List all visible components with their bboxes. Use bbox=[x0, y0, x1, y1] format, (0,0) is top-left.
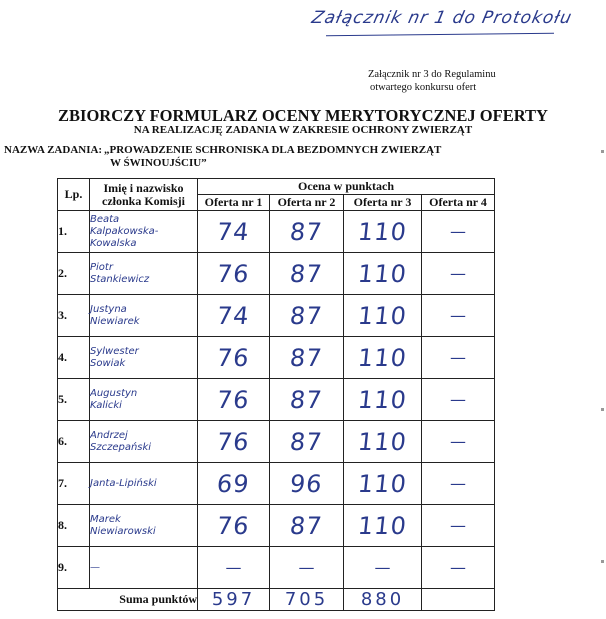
score-value: 110 bbox=[356, 217, 409, 246]
member-name-line-1: Marek bbox=[90, 513, 121, 525]
score-offer-4: — bbox=[422, 379, 495, 421]
table-row bbox=[58, 505, 495, 547]
header-member-name-line-2: członka Komisji bbox=[102, 193, 185, 208]
row-number: 7. bbox=[58, 463, 90, 505]
score-value: 87 bbox=[288, 301, 325, 330]
header-offer-2: Oferta nr 2 bbox=[270, 195, 344, 211]
score-offer-3: — bbox=[344, 547, 422, 589]
attachment-line-1: Załącznik nr 3 do Regulaminu bbox=[368, 69, 496, 80]
header-lp: Lp. bbox=[58, 179, 90, 211]
score-offer-4: — bbox=[422, 463, 495, 505]
sum-offer-2: 705 bbox=[270, 589, 344, 611]
score-offer-1 bbox=[198, 211, 270, 253]
annotation-underline bbox=[326, 33, 554, 36]
table-row bbox=[58, 253, 495, 295]
score-offer-4: — bbox=[422, 295, 495, 337]
task-name bbox=[104, 144, 441, 170]
scan-edge-mark bbox=[601, 560, 604, 563]
scan-edge-mark bbox=[601, 408, 604, 411]
header-member-name-line-1: Imię i nazwisko bbox=[103, 180, 184, 195]
header-offer-3: Oferta nr 3 bbox=[344, 195, 422, 211]
score-value: 74 bbox=[215, 301, 252, 330]
row-number: 9. bbox=[58, 547, 90, 589]
score-value: 87 bbox=[288, 343, 325, 372]
member-name-line-1: Janta-Lipiński bbox=[90, 477, 157, 489]
table-row bbox=[58, 211, 495, 253]
sum-offer-1: 597 bbox=[198, 589, 270, 611]
handwritten-annotation: Załącznik nr 1 do Protokołu bbox=[309, 8, 575, 28]
score-offer-2 bbox=[270, 463, 344, 505]
score-offer-2 bbox=[270, 505, 344, 547]
member-name-line-1: Beata bbox=[90, 213, 120, 225]
sum-offer-3: 880 bbox=[344, 589, 422, 611]
score-value: 96 bbox=[288, 469, 325, 498]
member-name bbox=[90, 211, 198, 253]
sum-label: Suma punktów bbox=[58, 589, 198, 611]
member-name bbox=[90, 253, 198, 295]
score-offer-4: — bbox=[422, 337, 495, 379]
member-name-line-2: Kalicki bbox=[90, 399, 122, 411]
score-value: 69 bbox=[215, 469, 252, 498]
header-offer-1: Oferta nr 1 bbox=[198, 195, 270, 211]
score-offer-3 bbox=[344, 337, 422, 379]
attachment-line-2: otwartego konkursu ofert bbox=[370, 82, 477, 93]
score-offer-1 bbox=[198, 337, 270, 379]
score-offer-3 bbox=[344, 253, 422, 295]
score-value: 110 bbox=[356, 427, 409, 456]
member-name-line-2: Niewiarowski bbox=[90, 525, 156, 537]
score-value: 74 bbox=[215, 217, 252, 246]
score-offer-3 bbox=[344, 463, 422, 505]
row-number: 5. bbox=[58, 379, 90, 421]
table-row bbox=[58, 421, 495, 463]
table-row bbox=[58, 379, 495, 421]
table-row bbox=[58, 295, 495, 337]
score-value: 87 bbox=[288, 217, 325, 246]
member-name-line-1: — bbox=[90, 561, 100, 573]
score-offer-4: — bbox=[422, 253, 495, 295]
score-offer-2 bbox=[270, 337, 344, 379]
score-offer-4: — bbox=[422, 505, 495, 547]
score-offer-3 bbox=[344, 295, 422, 337]
member-name-line-1: Andrzej bbox=[90, 429, 128, 441]
sum-row bbox=[58, 589, 495, 611]
score-offer-4: — bbox=[422, 421, 495, 463]
score-offer-1 bbox=[198, 253, 270, 295]
score-offer-2 bbox=[270, 379, 344, 421]
score-value: 76 bbox=[215, 385, 252, 414]
member-name bbox=[90, 295, 198, 337]
member-name bbox=[90, 337, 198, 379]
score-offer-2 bbox=[270, 421, 344, 463]
score-value: 110 bbox=[356, 385, 409, 414]
member-name bbox=[90, 463, 198, 505]
member-name-line-2: Szczepański bbox=[90, 441, 152, 453]
scan-edge-mark bbox=[601, 150, 604, 153]
member-name bbox=[90, 379, 198, 421]
member-name bbox=[90, 505, 198, 547]
member-name bbox=[90, 421, 198, 463]
score-offer-1: — bbox=[198, 547, 270, 589]
score-value: 76 bbox=[215, 511, 252, 540]
score-offer-3 bbox=[344, 379, 422, 421]
form-subtitle: NA REALIZACJĘ ZADANIA W ZAKRESIE OCHRONY ZWIERZĄT bbox=[133, 124, 473, 136]
table-row bbox=[58, 463, 495, 505]
member-name-line-2: Kalpakowska-Kowalska bbox=[90, 225, 159, 249]
member-name-line-1: Piotr bbox=[90, 261, 113, 273]
sum-offer-4 bbox=[422, 589, 495, 611]
member-name-line-1: Augustyn bbox=[90, 387, 138, 399]
score-offer-1 bbox=[198, 421, 270, 463]
score-value: 110 bbox=[356, 343, 409, 372]
row-number: 6. bbox=[58, 421, 90, 463]
score-offer-3 bbox=[344, 421, 422, 463]
member-name-line-2: Sowiak bbox=[90, 357, 126, 369]
score-offer-1 bbox=[198, 505, 270, 547]
row-number: 3. bbox=[58, 295, 90, 337]
member-name-line-1: Sylwester bbox=[90, 345, 139, 357]
member-name-line-1: Justyna bbox=[90, 303, 127, 315]
member-name-line-2: Stankiewicz bbox=[90, 273, 150, 285]
score-offer-4: — bbox=[422, 211, 495, 253]
row-number: 2. bbox=[58, 253, 90, 295]
score-offer-1 bbox=[198, 379, 270, 421]
header-offer-4: Oferta nr 4 bbox=[422, 195, 495, 211]
evaluation-table bbox=[57, 178, 495, 611]
task-name-line-2: W ŚWINOUJŚCIU” bbox=[110, 157, 207, 169]
row-number: 8. bbox=[58, 505, 90, 547]
member-name-line-2: Niewiarek bbox=[90, 315, 140, 327]
score-offer-1 bbox=[198, 295, 270, 337]
task-label: NAZWA ZADANIA: bbox=[4, 144, 103, 156]
score-value: 76 bbox=[215, 427, 252, 456]
score-value: 87 bbox=[288, 511, 325, 540]
table-row bbox=[58, 547, 495, 589]
score-offer-2 bbox=[270, 295, 344, 337]
score-offer-2 bbox=[270, 211, 344, 253]
score-value: 87 bbox=[288, 259, 325, 288]
score-value: 110 bbox=[356, 301, 409, 330]
score-value: 110 bbox=[356, 469, 409, 498]
score-offer-4: — bbox=[422, 547, 495, 589]
score-value: 76 bbox=[215, 343, 252, 372]
row-number: 4. bbox=[58, 337, 90, 379]
score-value: 110 bbox=[356, 259, 409, 288]
score-offer-3 bbox=[344, 505, 422, 547]
form-title: ZBIORCZY FORMULARZ OCENY MERYTORYCZNEJ OFERTY bbox=[58, 106, 548, 125]
member-name bbox=[90, 547, 198, 589]
score-value: 110 bbox=[356, 511, 409, 540]
score-offer-1 bbox=[198, 463, 270, 505]
score-value: 87 bbox=[288, 427, 325, 456]
attachment-note bbox=[368, 68, 496, 94]
score-offer-3 bbox=[344, 211, 422, 253]
header-score-group: Ocena w punktach bbox=[198, 179, 495, 195]
score-offer-2 bbox=[270, 253, 344, 295]
score-value: 87 bbox=[288, 385, 325, 414]
score-value: 76 bbox=[215, 259, 252, 288]
row-number: 1. bbox=[58, 211, 90, 253]
table-row bbox=[58, 337, 495, 379]
header-member-name bbox=[90, 179, 198, 211]
task-name-line-1: „PROWADZENIE SCHRONISKA DLA BEZDOMNYCH ZWIERZĄT bbox=[104, 144, 442, 156]
score-offer-2: — bbox=[270, 547, 344, 589]
